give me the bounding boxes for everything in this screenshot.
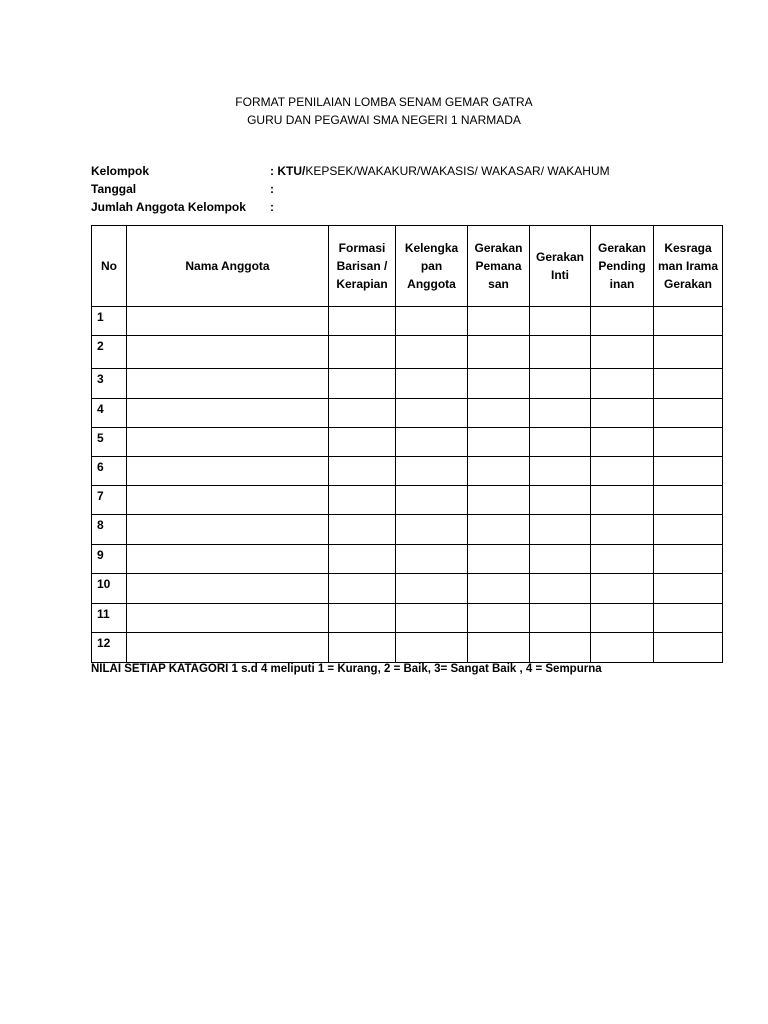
pendinginan-cell[interactable] — [591, 399, 654, 428]
row-number: 7 — [92, 486, 127, 515]
nama-cell[interactable] — [127, 428, 329, 457]
formasi-cell[interactable] — [329, 428, 396, 457]
kelompok-value — [270, 163, 610, 179]
inti-cell[interactable] — [530, 369, 591, 399]
kelengkapan-cell[interactable] — [396, 369, 468, 399]
formasi-cell[interactable] — [329, 515, 396, 545]
pendinginan-cell[interactable] — [591, 336, 654, 369]
keseragaman-cell[interactable] — [654, 574, 723, 604]
inti-cell[interactable] — [530, 399, 591, 428]
formasi-cell[interactable] — [329, 336, 396, 369]
scoring-note: NILAI SETIAP KATAGORI 1 s.d 4 meliputi 1 = Kurang, 2 = Baik, 3= Sangat Baik , 4 = Sempurna — [91, 663, 602, 675]
keseragaman-cell[interactable] — [654, 604, 723, 633]
pemanasan-cell[interactable] — [468, 428, 530, 457]
nama-cell[interactable] — [127, 486, 329, 515]
kelengkapan-cell[interactable] — [396, 428, 468, 457]
kelengkapan-cell[interactable] — [396, 574, 468, 604]
row-number: 1 — [92, 307, 127, 336]
inti-cell[interactable] — [530, 515, 591, 545]
kelengkapan-cell[interactable] — [396, 633, 468, 663]
col-header-kelengkapan: Kelengka pan Anggota — [396, 226, 468, 307]
pendinginan-cell[interactable] — [591, 545, 654, 574]
col-header-nama: Nama Anggota — [127, 226, 329, 307]
pendinginan-cell[interactable] — [591, 428, 654, 457]
pendinginan-cell[interactable] — [591, 604, 654, 633]
inti-cell[interactable] — [530, 336, 591, 369]
kelengkapan-cell[interactable] — [396, 604, 468, 633]
keseragaman-cell[interactable] — [654, 369, 723, 399]
keseragaman-cell[interactable] — [654, 307, 723, 336]
pendinginan-cell[interactable] — [591, 457, 654, 486]
row-number: 6 — [92, 457, 127, 486]
formasi-cell[interactable] — [329, 457, 396, 486]
nama-cell[interactable] — [127, 574, 329, 604]
table-row — [92, 336, 723, 369]
table-row — [92, 574, 723, 604]
nama-cell[interactable] — [127, 604, 329, 633]
keseragaman-cell[interactable] — [654, 428, 723, 457]
inti-cell[interactable] — [530, 428, 591, 457]
nama-cell[interactable] — [127, 457, 329, 486]
row-number: 10 — [92, 574, 127, 604]
kelompok-options: KEPSEK/WAKAKUR/WAKASIS/ WAKASAR/ WAKAHUM — [305, 164, 610, 178]
col-header-pemanasan: Gerakan Pemana san — [468, 226, 530, 307]
nama-cell[interactable] — [127, 515, 329, 545]
kelengkapan-cell[interactable] — [396, 307, 468, 336]
table-header-row — [92, 226, 723, 307]
pemanasan-cell[interactable] — [468, 515, 530, 545]
formasi-cell[interactable] — [329, 486, 396, 515]
kelompok-label: Kelompok — [91, 164, 150, 178]
pemanasan-cell[interactable] — [468, 399, 530, 428]
kelompok-prefix: : KTU/ — [270, 164, 306, 178]
nama-cell[interactable] — [127, 336, 329, 369]
nama-cell[interactable] — [127, 369, 329, 399]
inti-cell[interactable] — [530, 486, 591, 515]
col-header-no: No — [92, 226, 127, 307]
formasi-cell[interactable] — [329, 604, 396, 633]
keseragaman-cell[interactable] — [654, 336, 723, 369]
pemanasan-cell[interactable] — [468, 545, 530, 574]
nama-cell[interactable] — [127, 633, 329, 663]
table-row — [92, 486, 723, 515]
formasi-cell[interactable] — [329, 633, 396, 663]
col-header-keseragaman: Kesraga man Irama Gerakan — [654, 226, 723, 307]
kelengkapan-cell[interactable] — [396, 515, 468, 545]
jumlah-label: Jumlah Anggota Kelompok — [91, 200, 246, 214]
row-number: 8 — [92, 515, 127, 545]
keseragaman-cell[interactable] — [654, 399, 723, 428]
table-row — [92, 307, 723, 336]
table-row — [92, 633, 723, 663]
keseragaman-cell[interactable] — [654, 633, 723, 663]
pemanasan-cell[interactable] — [468, 633, 530, 663]
kelengkapan-cell[interactable] — [396, 399, 468, 428]
pemanasan-cell[interactable] — [468, 604, 530, 633]
kelengkapan-cell[interactable] — [396, 457, 468, 486]
row-number: 3 — [92, 369, 127, 399]
table-row — [92, 457, 723, 486]
nama-cell[interactable] — [127, 307, 329, 336]
row-number: 11 — [92, 604, 127, 633]
pemanasan-cell[interactable] — [468, 486, 530, 515]
table-row — [92, 428, 723, 457]
kelengkapan-cell[interactable] — [396, 545, 468, 574]
kelengkapan-cell[interactable] — [396, 486, 468, 515]
inti-cell[interactable] — [530, 604, 591, 633]
pendinginan-cell[interactable] — [591, 369, 654, 399]
inti-cell[interactable] — [530, 633, 591, 663]
pemanasan-cell[interactable] — [468, 307, 530, 336]
col-header-pendinginan: Gerakan Pending inan — [591, 226, 654, 307]
col-header-inti: Gerakan Inti — [530, 226, 591, 307]
inti-cell[interactable] — [530, 307, 591, 336]
pendinginan-cell[interactable] — [591, 515, 654, 545]
table-body — [92, 307, 723, 663]
col-header-formasi: Formasi Barisan / Kerapian — [329, 226, 396, 307]
nama-cell[interactable] — [127, 399, 329, 428]
nama-cell[interactable] — [127, 545, 329, 574]
pendinginan-cell[interactable] — [591, 633, 654, 663]
table-row — [92, 369, 723, 399]
keseragaman-cell[interactable] — [654, 515, 723, 545]
row-number: 5 — [92, 428, 127, 457]
formasi-cell[interactable] — [329, 399, 396, 428]
inti-cell[interactable] — [530, 574, 591, 604]
pemanasan-cell[interactable] — [468, 574, 530, 604]
formasi-cell[interactable] — [329, 369, 396, 399]
row-number: 12 — [92, 633, 127, 663]
pemanasan-cell[interactable] — [468, 457, 530, 486]
inti-cell[interactable] — [530, 457, 591, 486]
form-title-line2: GURU DAN PEGAWAI SMA NEGERI 1 NARMADA — [247, 113, 521, 127]
formasi-cell[interactable] — [329, 545, 396, 574]
table-row — [92, 604, 723, 633]
pendinginan-cell[interactable] — [591, 307, 654, 336]
table-row — [92, 545, 723, 574]
row-number: 4 — [92, 399, 127, 428]
row-number: 9 — [92, 545, 127, 574]
formasi-cell[interactable] — [329, 574, 396, 604]
table-row — [92, 515, 723, 545]
pemanasan-cell[interactable] — [468, 336, 530, 369]
keseragaman-cell[interactable] — [654, 545, 723, 574]
inti-cell[interactable] — [530, 545, 591, 574]
tanggal-value: : — [270, 182, 274, 196]
row-number: 2 — [92, 336, 127, 369]
pendinginan-cell[interactable] — [591, 574, 654, 604]
keseragaman-cell[interactable] — [654, 486, 723, 515]
kelengkapan-cell[interactable] — [396, 336, 468, 369]
jumlah-value: : — [270, 200, 274, 214]
formasi-cell[interactable] — [329, 307, 396, 336]
pendinginan-cell[interactable] — [591, 486, 654, 515]
form-title-line1: FORMAT PENILAIAN LOMBA SENAM GEMAR GATRA — [235, 95, 533, 109]
tanggal-label: Tanggal — [91, 182, 137, 196]
keseragaman-cell[interactable] — [654, 457, 723, 486]
pemanasan-cell[interactable] — [468, 369, 530, 399]
table-row — [92, 399, 723, 428]
assessment-table — [91, 225, 723, 663]
